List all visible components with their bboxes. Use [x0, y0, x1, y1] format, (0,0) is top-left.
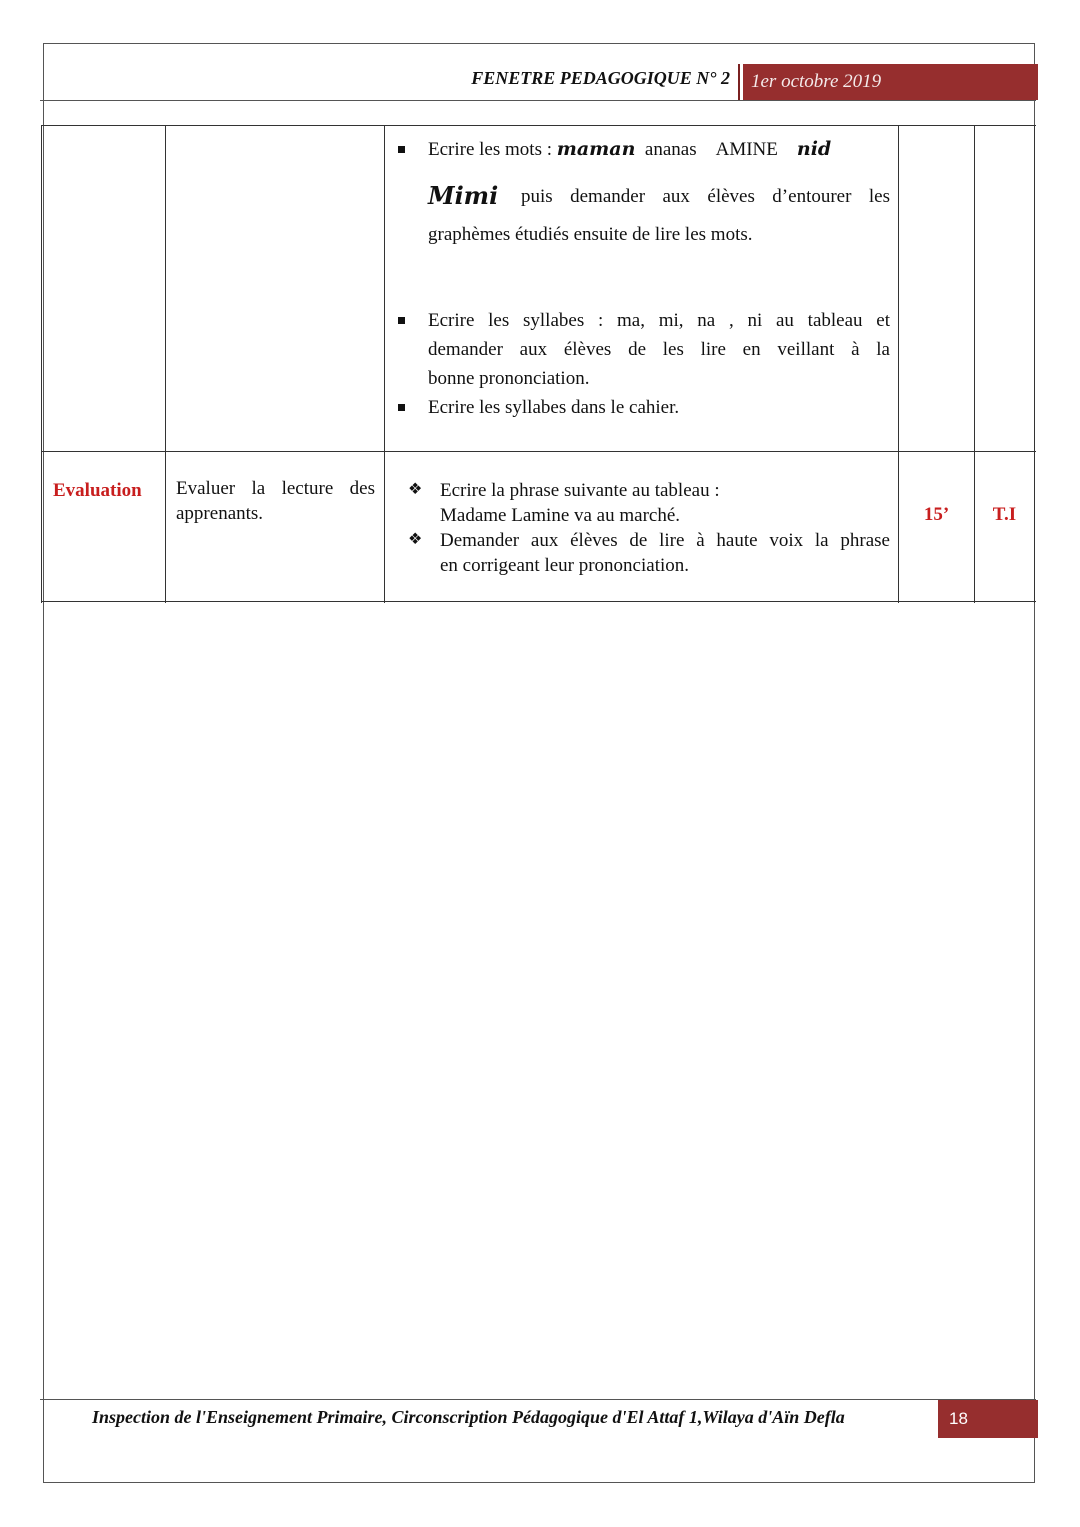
page-number: 18	[949, 1409, 968, 1428]
activity-line: graphèmes étudiés ensuite de lire les mots.	[428, 224, 753, 245]
footer-text: Inspection de l'Enseignement Primaire, Circonscription Pédagogique d'El Attaf 1,Wilaya d'Aïn Defla	[92, 1407, 845, 1427]
phase-label: Evaluation	[53, 480, 142, 501]
activity-line: puis demander aux élèves d’entourer les	[521, 186, 890, 207]
activity-lead: Ecrire les mots :	[428, 139, 552, 160]
activity-line: bonne prononciation.	[428, 368, 590, 389]
header-date: 1er octobre 2019	[751, 71, 882, 92]
table-col-line-4	[974, 125, 975, 603]
square-bullet-icon	[398, 317, 405, 324]
square-bullet-icon	[398, 404, 405, 411]
table-rule-top	[41, 125, 1036, 126]
objective-line: Evaluer la lecture des	[176, 478, 375, 499]
table-col-line-0	[41, 125, 42, 603]
header-divider	[40, 100, 1036, 101]
header-date-box	[738, 64, 1038, 100]
footer-divider	[40, 1399, 1036, 1400]
activity-line: en corrigeant leur prononciation.	[440, 555, 690, 576]
diamond-bullet-icon: ❖	[408, 531, 423, 548]
activity-line: Madame Lamine va au marché.	[440, 505, 681, 526]
table-col-line-3	[898, 125, 899, 603]
page-number-box	[938, 1400, 1038, 1438]
word-amine: AMINE	[715, 139, 778, 160]
table-col-line-2	[384, 125, 385, 603]
header-title: FENETRE PEDAGOGIQUE N° 2	[471, 68, 730, 88]
word-ananas: ananas	[644, 139, 697, 160]
table-col-line-1	[165, 125, 166, 603]
objective-line: apprenants.	[176, 503, 264, 524]
cursive-word-mimi: Mimi	[428, 181, 499, 210]
cursive-word-maman: maman	[556, 138, 636, 160]
activity-line: Ecrire la phrase suivante au tableau :	[440, 480, 720, 501]
activity-line: demander aux élèves de les lire en veillant à la	[428, 339, 890, 360]
activity-item-words	[428, 135, 898, 164]
table-rule-middle	[41, 451, 1036, 452]
square-bullet-icon	[398, 146, 405, 153]
table-rule-bottom	[41, 601, 1036, 602]
cursive-word-nid: nid	[796, 138, 832, 160]
activity-line: Demander aux élèves de lire à haute voix la phrase	[440, 530, 890, 551]
activity-line: Ecrire les syllabes dans le cahier.	[428, 397, 680, 418]
duration-value: 15’	[923, 504, 950, 525]
lesson-table	[41, 125, 1036, 603]
diamond-bullet-icon: ❖	[408, 481, 423, 498]
work-mode-value: T.I	[992, 504, 1017, 525]
activity-line: Ecrire les syllabes : ma, mi, na , ni au tableau et	[428, 310, 890, 331]
table-col-line-5	[1034, 125, 1035, 603]
